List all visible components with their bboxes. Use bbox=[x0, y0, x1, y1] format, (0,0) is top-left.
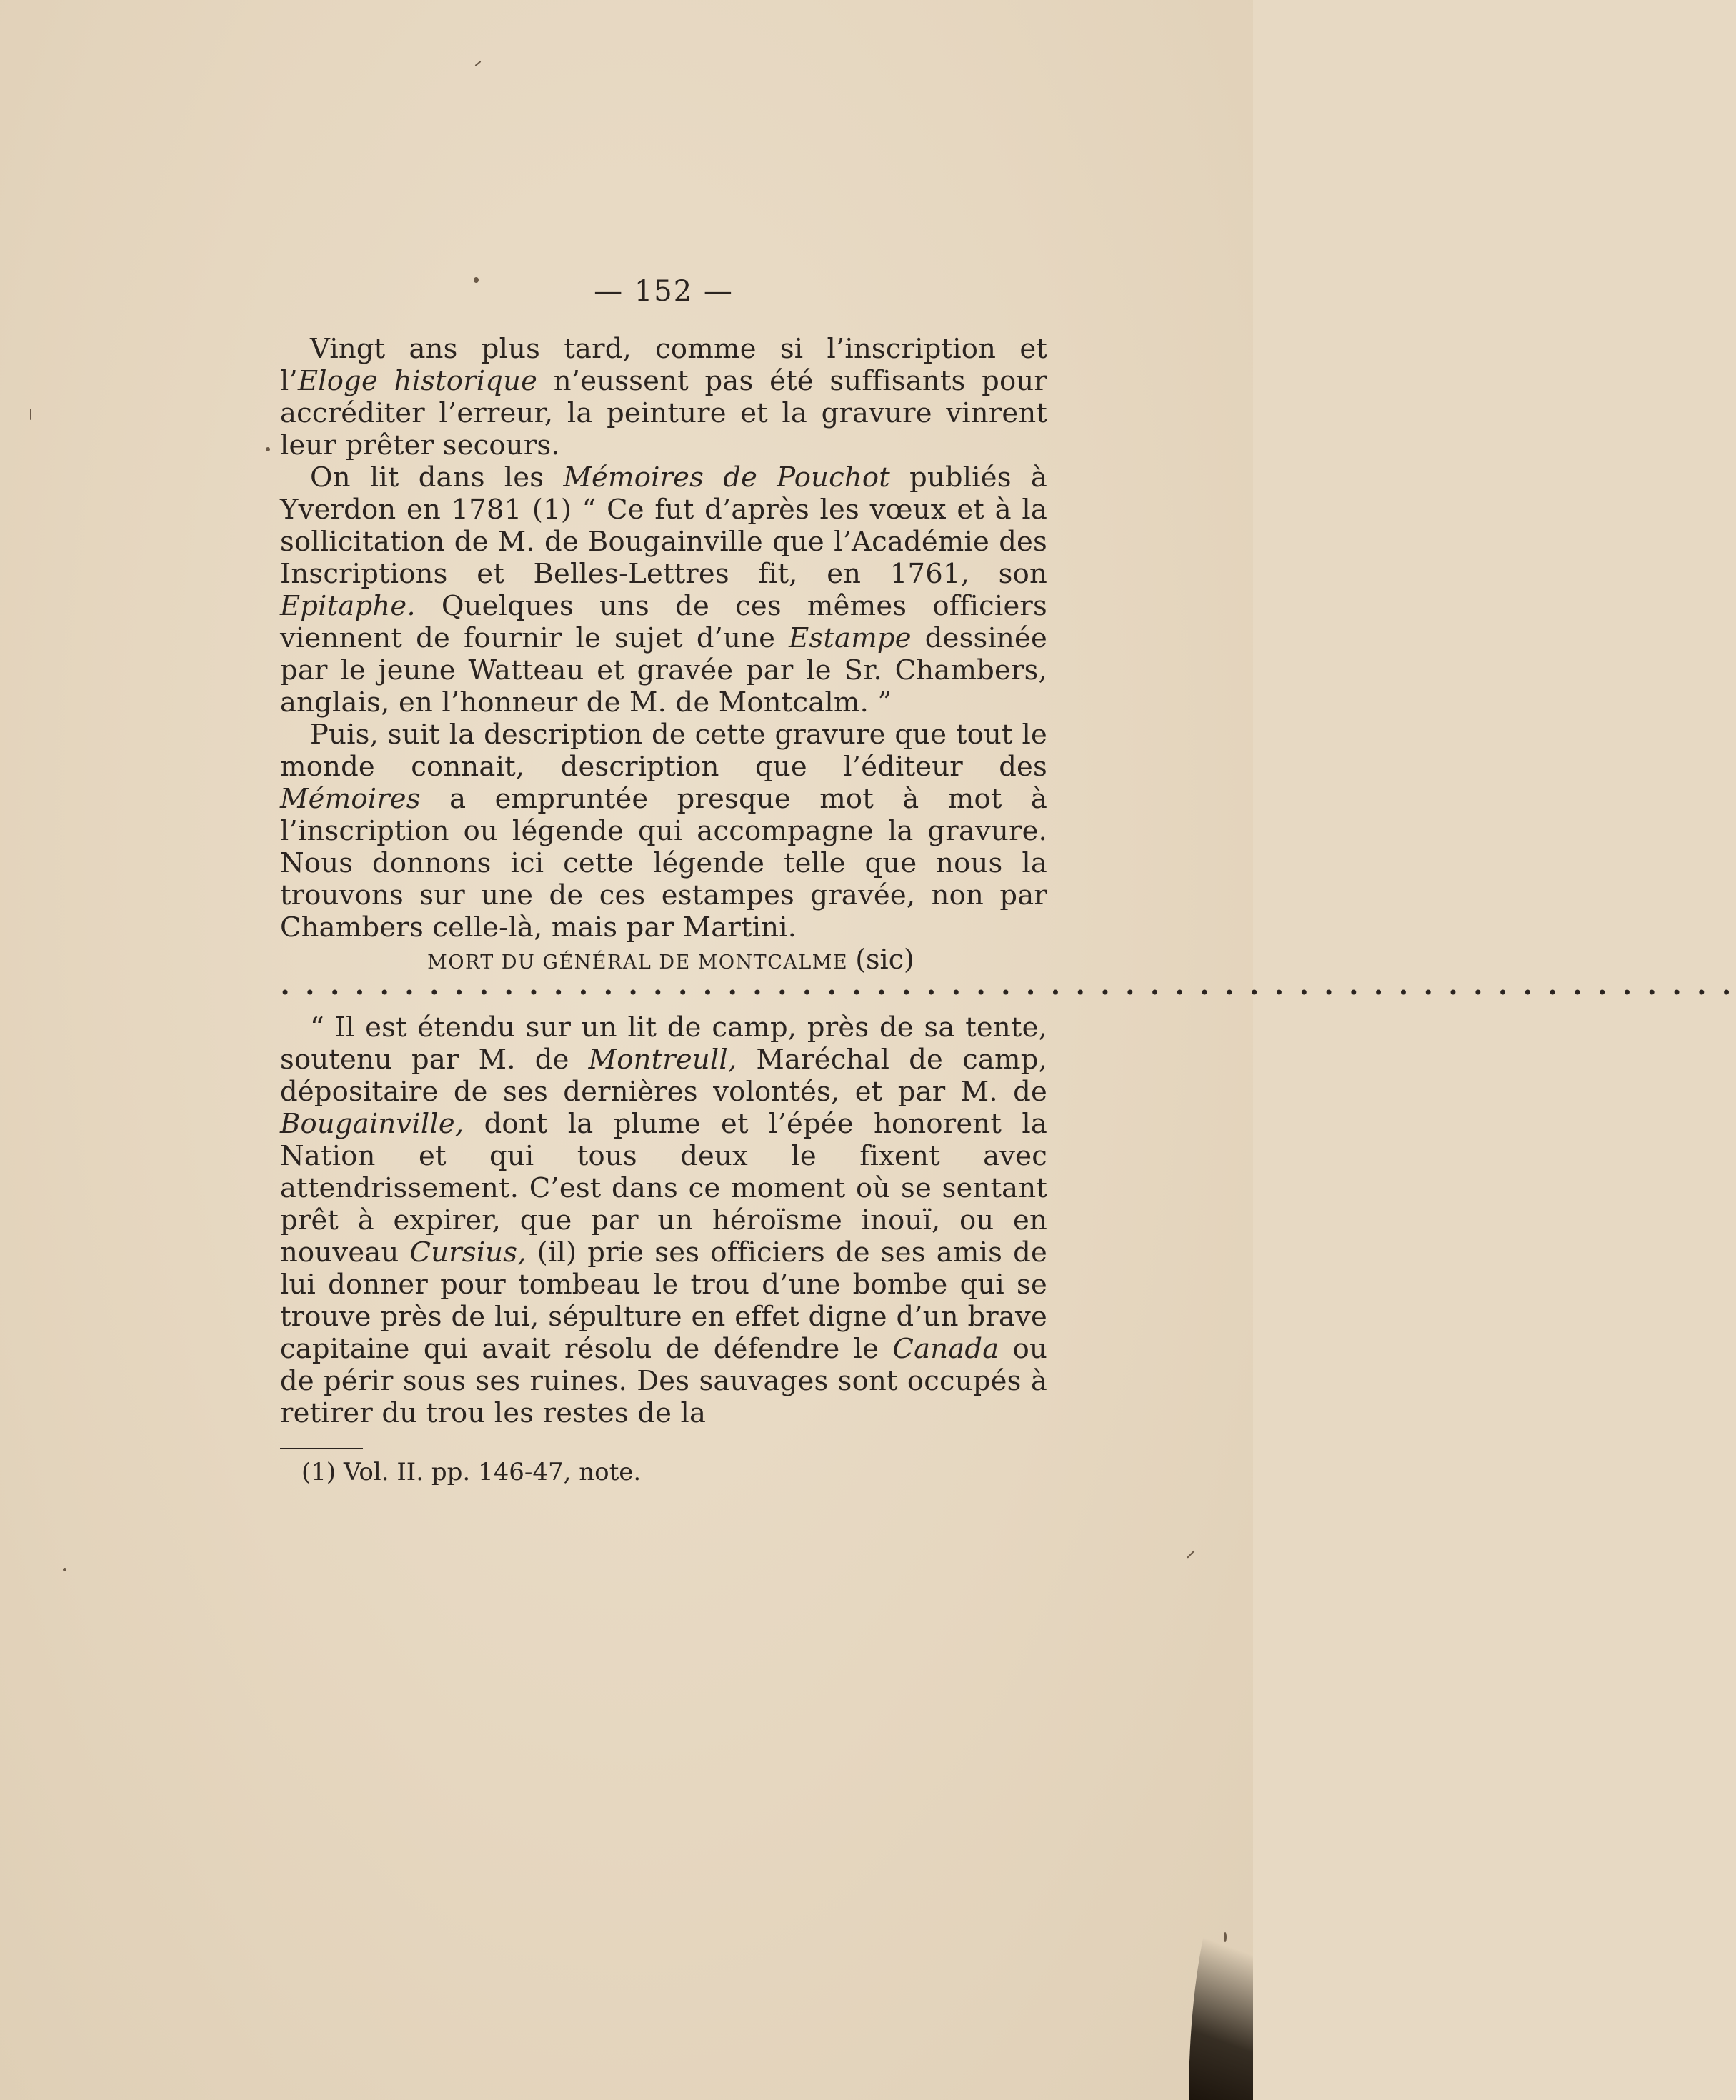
scan-speck bbox=[475, 61, 482, 66]
page-number: — 152 — bbox=[594, 275, 734, 308]
heading-sic-note: (sic) bbox=[855, 944, 914, 975]
italic-epitaphe: Epitaphe. bbox=[280, 590, 416, 622]
page-corner-shadow bbox=[1189, 1843, 1253, 2100]
page-text bbox=[280, 271, 1736, 1489]
italic-memoires-pouchot: Mémoires de Pouchot bbox=[563, 461, 890, 494]
italic-estampe: Estampe bbox=[789, 622, 912, 654]
dotted-separator: • • • • • • • • • • • • • • • • • • • • • • • • • • • • • • • • • • • • • • • • • • • • • • • • • • • • • • • • • • • bbox=[280, 983, 1736, 1003]
scan-speck bbox=[63, 1568, 66, 1571]
footnote: (1) Vol. II. pp. 146-47, note. bbox=[301, 1458, 642, 1486]
section-heading bbox=[280, 944, 1047, 979]
scan-speck bbox=[1187, 1550, 1194, 1558]
scan-speck bbox=[266, 447, 270, 451]
footnote-rule bbox=[280, 1448, 363, 1449]
quoted-legend: “ Il est étendu sur un lit de camp, près de sa tente, soutenu par M. de Montreull, Maréchal de camp, dépositaire de ses dernières volontés, et par M. de Bougainville, dont la plume et l’épée honorent la Nation et qui tous deux le fixent avec attendrissement. C’est dans ce moment où se sentant prêt à expirer, que par un héroïsme inouï, ou en nouveau Cursius, (il) prie ses officiers de ses amis de lui donner pour tombeau le trou d’une bombe qui se trouve près de lui, sépulture en effet digne d’un brave capitaine qui avait résolu de défendre le Canada ou de périr sous ses ruines. Des sauvages sont occupés à retirer du trou les restes de la bbox=[280, 1011, 1047, 1429]
scan-speck bbox=[30, 409, 31, 420]
paragraph-2: On lit dans les Mémoires de Pouchot publiés à Yverdon en 1781 (1) “ Ce fut d’après les vœux et à la sollicitation de M. de Bougainville que l’Académie des Inscriptions et Belles-Lettres fit, en 1761, son Epitaphe. Quelques uns de ces mêmes officiers viennent de fournir le sujet d’une Estampe dessinée par le jeune Watteau et gravée par le Sr. Chambers, anglais, en l’honneur de M. de Montcalm. ” bbox=[280, 461, 1047, 719]
paragraph-1: Vingt ans plus tard, comme si l’inscription et l’Eloge historique n’eussent pas été suffisants pour accréditer l’erreur, la peinture et la gravure vinrent leur prêter secours. bbox=[280, 333, 1047, 461]
italic-eloge: Eloge historique bbox=[297, 365, 538, 397]
paragraph-3: Puis, suit la description de cette gravure que tout le monde connait, description que l’éditeur des Mémoires a empruntée presque mot à mot à l’inscription ou légende qui accompagne la gravure. Nous donnons ici cette légende telle que nous la trouvons sur une de ces estampes gravée, non par Chambers celle-là, mais par Martini. bbox=[280, 719, 1047, 944]
heading-title: MORT DU GÉNÉRAL DE MONTCALME bbox=[427, 951, 849, 974]
italic-memoires: Mémoires bbox=[280, 783, 421, 815]
